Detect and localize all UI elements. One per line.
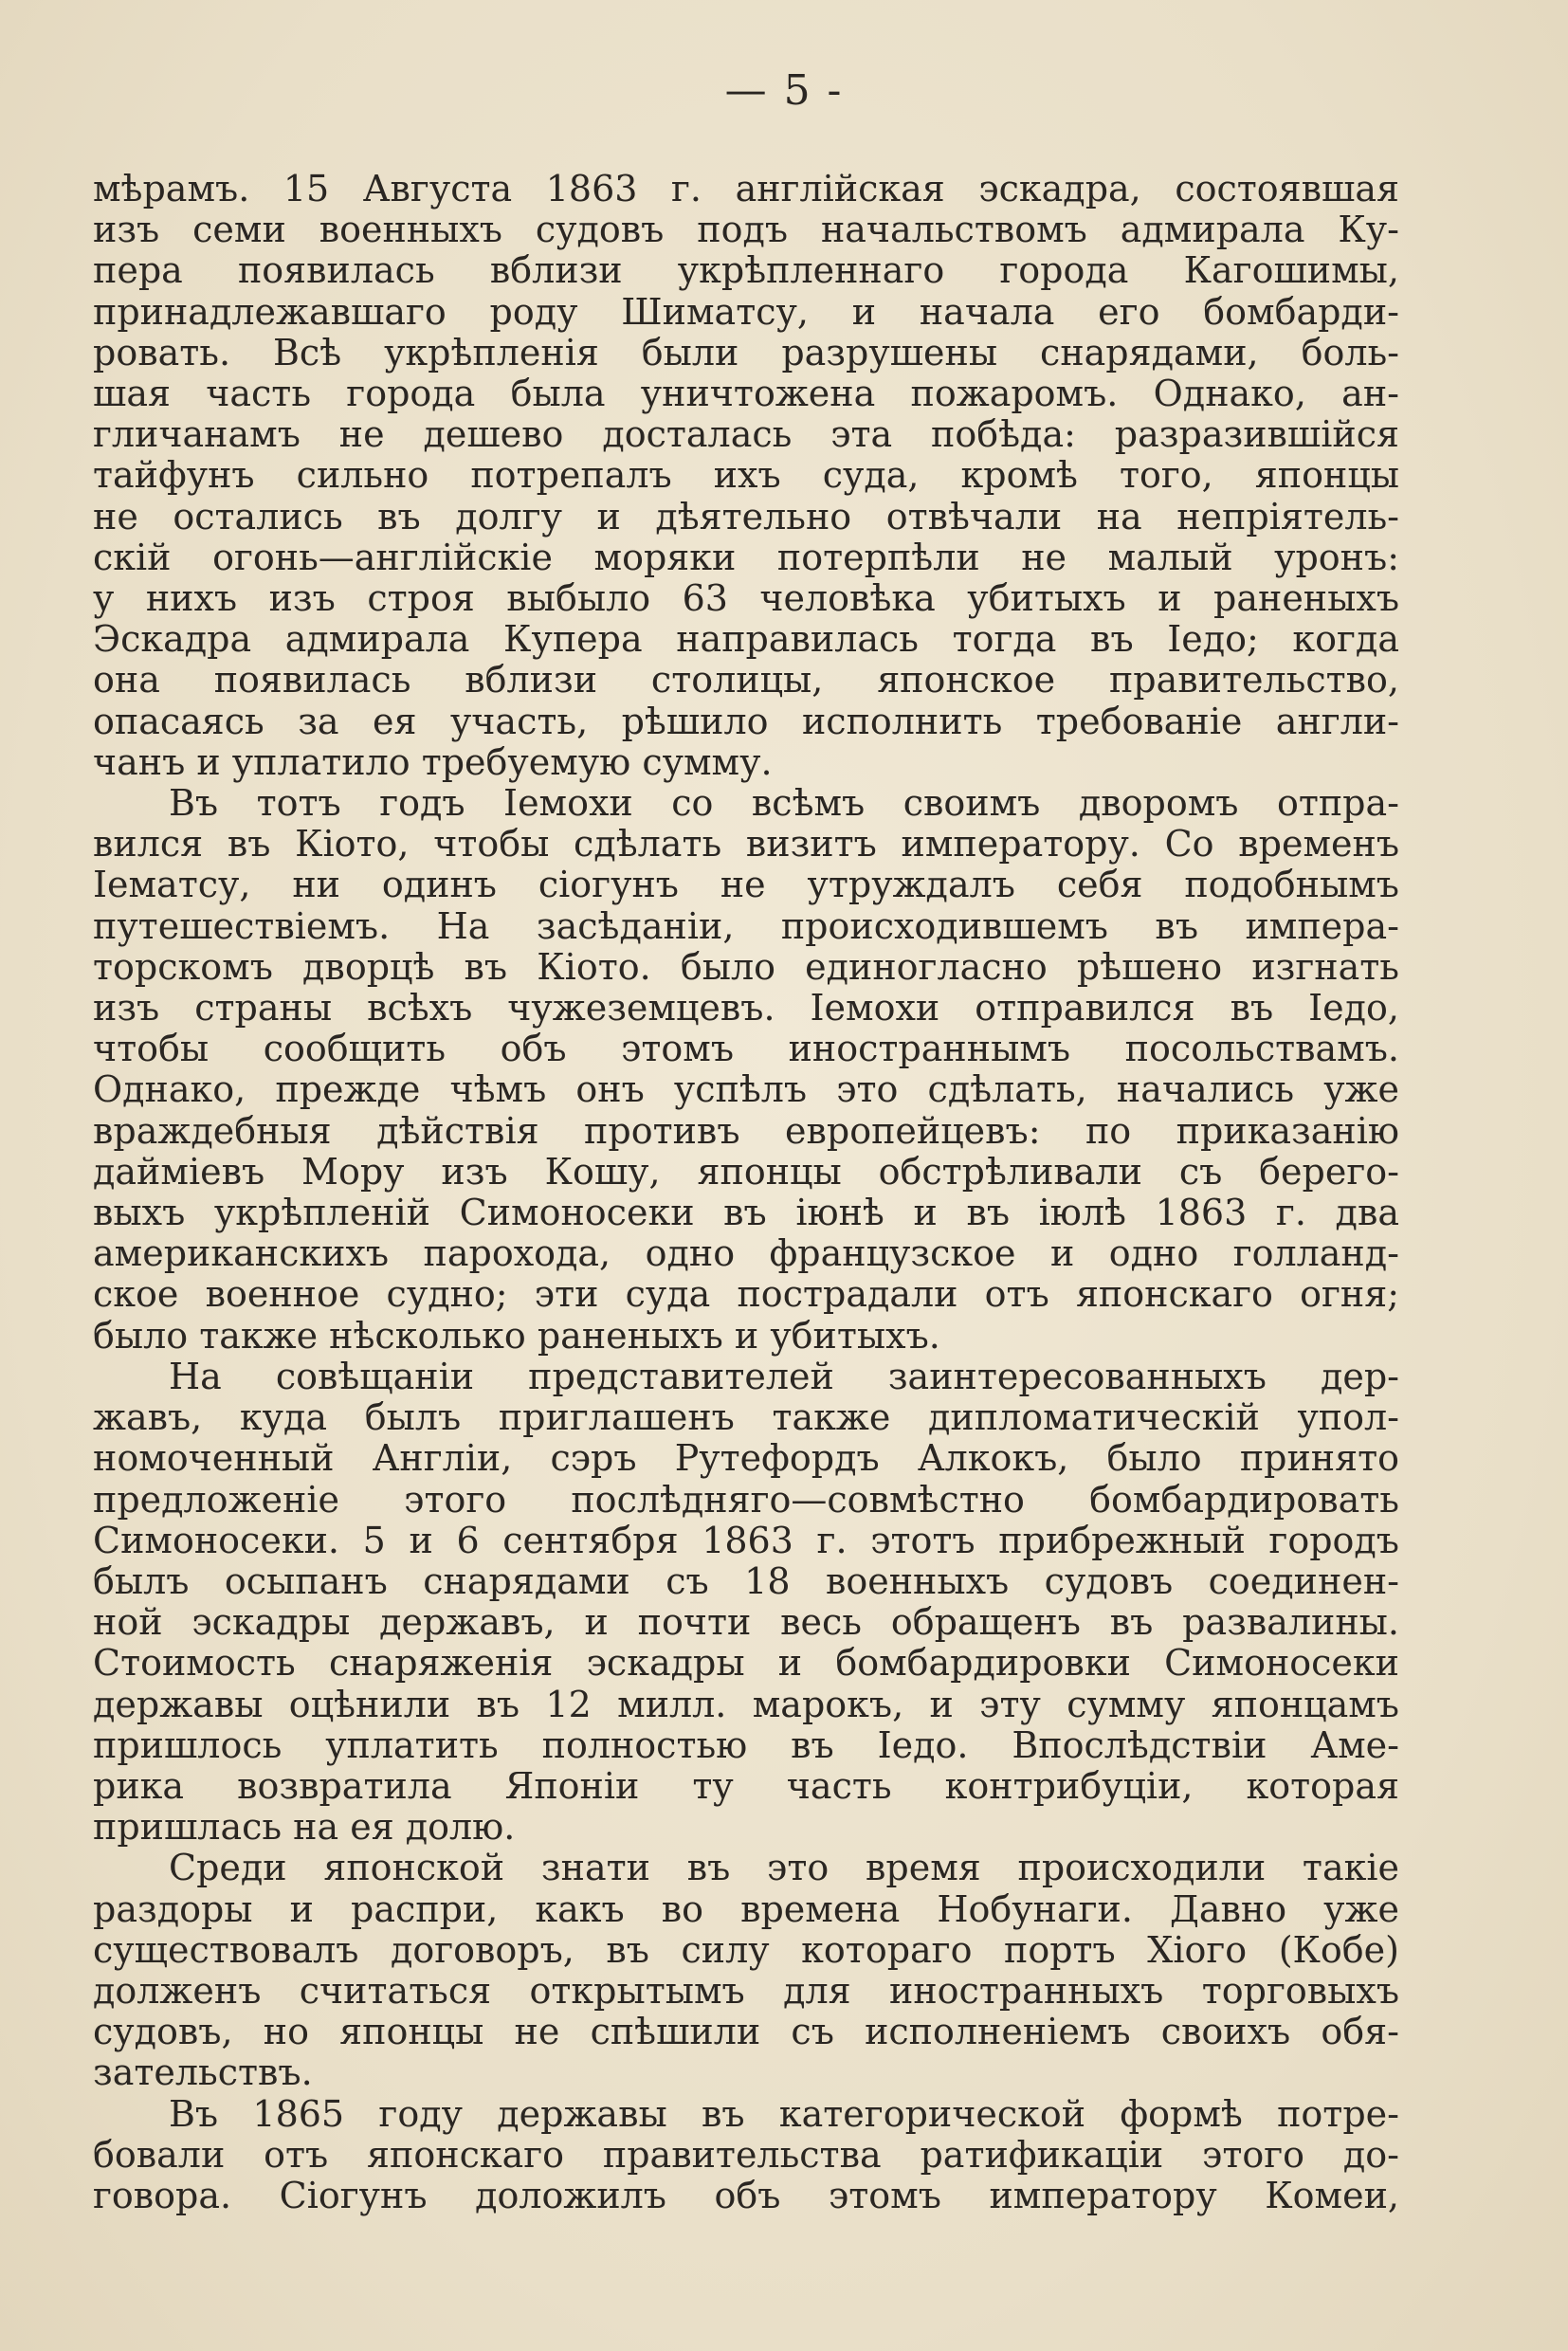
text-line: выхъ укрѣпленій Симоносеки въ іюнѣ и въ іюлѣ 1863 г. два: [93, 1192, 1399, 1234]
text-line: чанъ и уплатило требуемую сумму.: [93, 740, 773, 783]
text-line: изъ страны всѣхъ чужеземцевъ. Іемохи отправился въ Іедо,: [93, 987, 1399, 1030]
paragraph: [93, 1848, 1399, 2093]
text-line: торскомъ дворцѣ въ Кіото. было единогласно рѣшено изгнать: [93, 945, 1399, 988]
text-line: говора. Сіогунъ доложилъ объ этомъ императору Комеи,: [93, 2174, 1399, 2216]
text-line: судовъ, но японцы не спѣшили съ исполненіемъ своихъ обя-: [93, 2011, 1399, 2053]
text-line: пришлось уплатить полностью въ Іедо. Впослѣдствіи Аме-: [93, 1723, 1399, 1766]
body-text: [93, 169, 1399, 2216]
text-line: долженъ считаться открытымъ для иностранныхъ торговыхъ: [93, 1969, 1399, 2012]
text-line: чтобы сообщить объ этомъ иностраннымъ посольствамъ.: [93, 1028, 1399, 1070]
page-number: — 5 -: [724, 66, 844, 115]
paragraph: [93, 783, 1399, 1357]
text-line: раздоры и распри, какъ во времена Нобунаги. Давно уже: [93, 1887, 1399, 1930]
text-line: враждебныя дѣйствія противъ европейцевъ: по приказанію: [93, 1109, 1399, 1152]
text-line: опасаясь за ея участь, рѣшило исполнить требованіе англи-: [93, 700, 1399, 742]
text-line: шая часть города была уничтожена пожаромъ. Однако, ан-: [93, 373, 1399, 415]
text-line: путешествіемъ. На засѣданіи, происходившемъ въ импера-: [93, 904, 1399, 947]
text-line: ной эскадры державъ, и почти весь обращенъ въ развалины.: [93, 1601, 1399, 1644]
text-line: На совѣщаніи представителей заинтересованныхъ дер-: [169, 1355, 1399, 1397]
text-line: тайфунъ сильно потрепалъ ихъ суда, кромѣ того, японцы: [93, 454, 1399, 497]
text-line: мѣрамъ. 15 Августа 1863 г. англійская эскадра, состоявшая: [93, 168, 1399, 210]
text-line: номоченный Англіи, сэръ Рутефордъ Алкокъ, было принято: [93, 1437, 1399, 1480]
text-line: дайміевъ Мору изъ Кошу, японцы обстрѣливали съ берего-: [93, 1150, 1399, 1193]
text-line: гличанамъ не дешево досталась эта побѣда: разразившійся: [93, 413, 1399, 456]
text-line: Симоносеки. 5 и 6 сентября 1863 г. этотъ прибрежный городъ: [93, 1519, 1399, 1561]
text-line: принадлежавшаго роду Шиматсу, и начала его бомбарди-: [93, 290, 1399, 333]
text-line: у нихъ изъ строя выбыло 63 человѣка убитыхъ и раненыхъ: [93, 577, 1399, 620]
text-line: державы оцѣнили въ 12 милл. марокъ, и эту сумму японцамъ: [93, 1683, 1399, 1725]
paragraph: [93, 2094, 1399, 2217]
text-line: пера появилась вблизи укрѣпленнаго города Кагошимы,: [93, 249, 1399, 292]
text-line: рика возвратила Японіи ту часть контрибуціи, которая: [93, 1764, 1399, 1807]
text-line: она появилась вблизи столицы, японское правительство,: [93, 659, 1399, 702]
text-line: пришлась на ея долю.: [93, 1806, 516, 1849]
text-line: жавъ, куда былъ приглашенъ также дипломатическій упол-: [93, 1396, 1399, 1439]
text-line: зательствъ.: [93, 2051, 313, 2094]
paragraph: [93, 1357, 1399, 1848]
text-line: Стоимость снаряженія эскадры и бомбардировки Симоносеки: [93, 1642, 1399, 1685]
text-line: не остались въ долгу и дѣятельно отвѣчали на непріятель-: [93, 495, 1399, 538]
paragraph: [93, 169, 1399, 783]
text-line: предложеніе этого послѣдняго—совмѣстно бомбардировать: [93, 1478, 1399, 1521]
text-line: ское военное судно; эти суда пострадали отъ японскаго огня;: [93, 1273, 1399, 1316]
text-line: американскихъ парохода, одно французское и одно голланд-: [93, 1232, 1399, 1275]
text-line: скій огонь—англійскіе моряки потерпѣли не малый уронъ:: [93, 536, 1399, 578]
text-line: ровать. Всѣ укрѣпленія были разрушены снарядами, боль-: [93, 331, 1399, 374]
text-line: Однако, прежде чѣмъ онъ успѣлъ это сдѣлать, начались уже: [93, 1068, 1399, 1111]
text-line: изъ семи военныхъ судовъ подъ начальствомъ адмирала Ку-: [93, 209, 1399, 251]
text-line: Эскадра адмирала Купера направилась тогда въ Іедо; когда: [93, 618, 1399, 661]
text-line: существовалъ договоръ, въ силу котораго портъ Хіого (Кобе): [93, 1928, 1399, 1971]
text-line: Въ 1865 году державы въ категорической формѣ потре-: [169, 2092, 1399, 2135]
text-line: былъ осыпанъ снарядами съ 18 военныхъ судовъ соединен-: [93, 1559, 1399, 1602]
text-line: было также нѣсколько раненыхъ и убитыхъ.: [93, 1314, 940, 1357]
text-line: бовали отъ японскаго правительства ратификаціи этого до-: [93, 2133, 1399, 2176]
text-line: Среди японской знати въ это время происходили такіе: [169, 1847, 1399, 1889]
text-line: Іематсу, ни одинъ сіогунъ не утруждалъ себя подобнымъ: [93, 864, 1399, 906]
text-line: вился въ Кіото, чтобы сдѣлать визитъ императору. Со временъ: [93, 823, 1399, 866]
text-line: Въ тотъ годъ Іемохи со всѣмъ своимъ дворомъ отпра-: [169, 782, 1399, 825]
